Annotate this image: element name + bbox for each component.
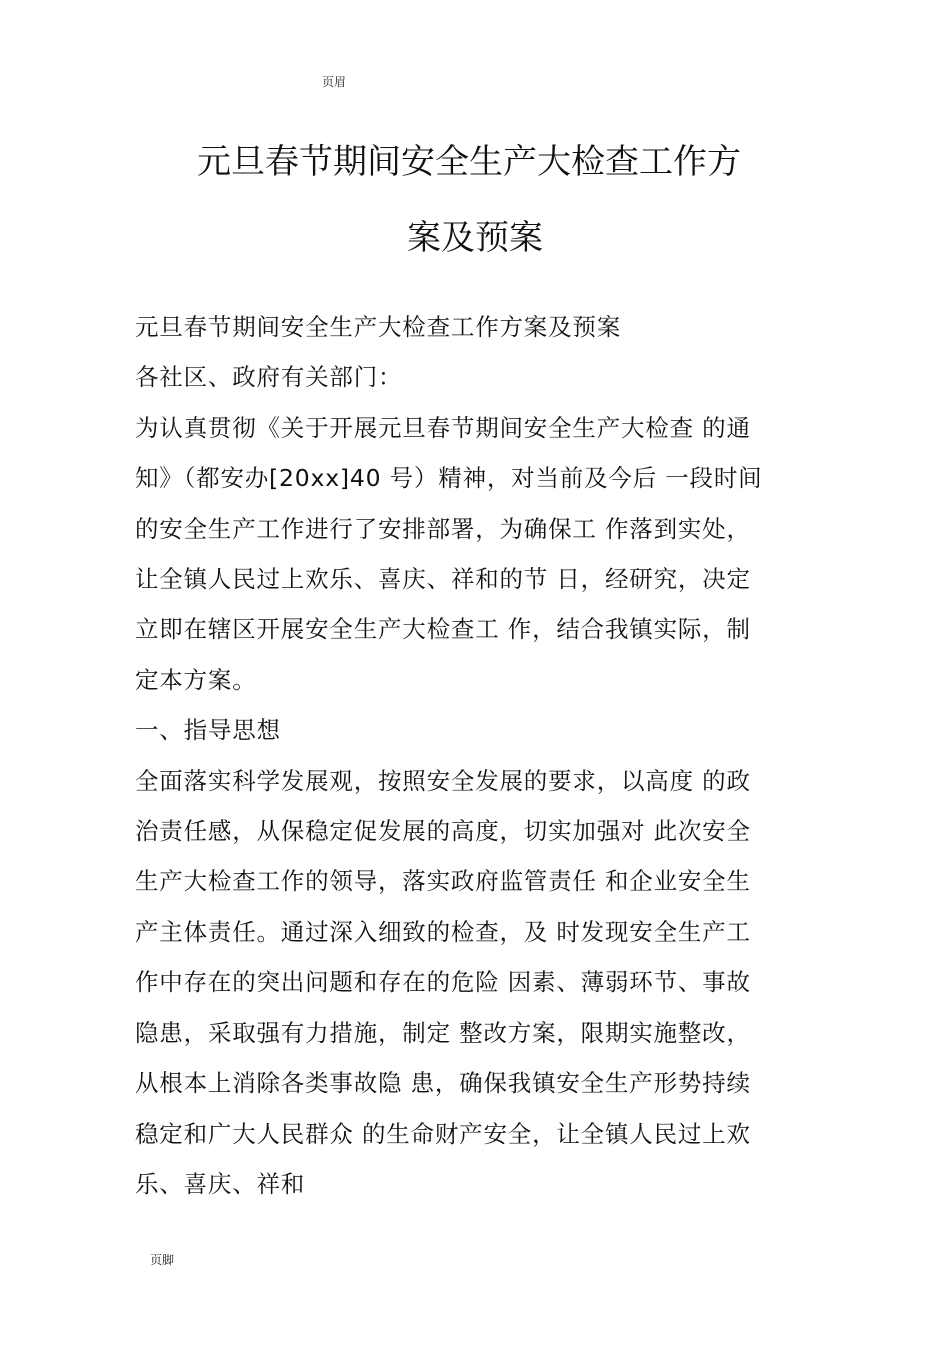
body-line: 产主体责任。通过深入细致的检查，及 时发现安全生产工	[135, 917, 751, 946]
section-heading: 一、指导思想	[135, 716, 281, 745]
page-header: 页眉	[322, 75, 347, 89]
body-line: 全面落实科学发展观，按照安全发展的要求，以高度 的政	[135, 766, 751, 795]
body-line: 乐、喜庆、祥和	[135, 1169, 306, 1198]
document-title-line-1: 元旦春节期间安全生产大检查工作方	[197, 142, 741, 182]
body-line: 各社区、政府有关部门：	[135, 363, 403, 392]
body-line: 定本方案。	[135, 665, 257, 694]
body-line: 让全镇人民过上欢乐、喜庆、祥和的节 日，经研究，决定	[135, 565, 751, 594]
document-body	[135, 302, 825, 1209]
body-line: 作中存在的突出问题和存在的危险 因素、薄弱环节、事故	[135, 968, 751, 997]
body-line: 治责任感，从保稳定促发展的高度，切实加强对 此次安全	[135, 817, 751, 846]
body-line: 从根本上消除各类事故隐 患，确保我镇安全生产形势持续	[135, 1069, 751, 1098]
body-line: 知》（都安办[20xx]40 号）精神，对当前及今后 一段时间	[135, 464, 763, 493]
body-line: 为认真贯彻《关于开展元旦春节期间安全生产大检查 的通	[135, 413, 751, 442]
body-line: 立即在辖区开展安全生产大检查工 作，结合我镇实际，制	[135, 615, 751, 644]
document-title-line-2: 案及预案	[407, 218, 543, 258]
body-line: 元旦春节期间安全生产大检查工作方案及预案	[135, 313, 621, 341]
body-line: 生产大检查工作的领导，落实政府监管责任 和企业安全生	[135, 867, 751, 896]
page-footer: 页脚	[150, 1253, 175, 1267]
body-line: 稳定和广大人民群众 的生命财产安全，让全镇人民过上欢	[135, 1119, 751, 1148]
body-line: 隐患，采取强有力措施，制定 整改方案，限期实施整改，	[135, 1018, 751, 1047]
body-line: 的安全生产工作进行了安排部署，为确保工 作落到实处，	[135, 514, 751, 543]
